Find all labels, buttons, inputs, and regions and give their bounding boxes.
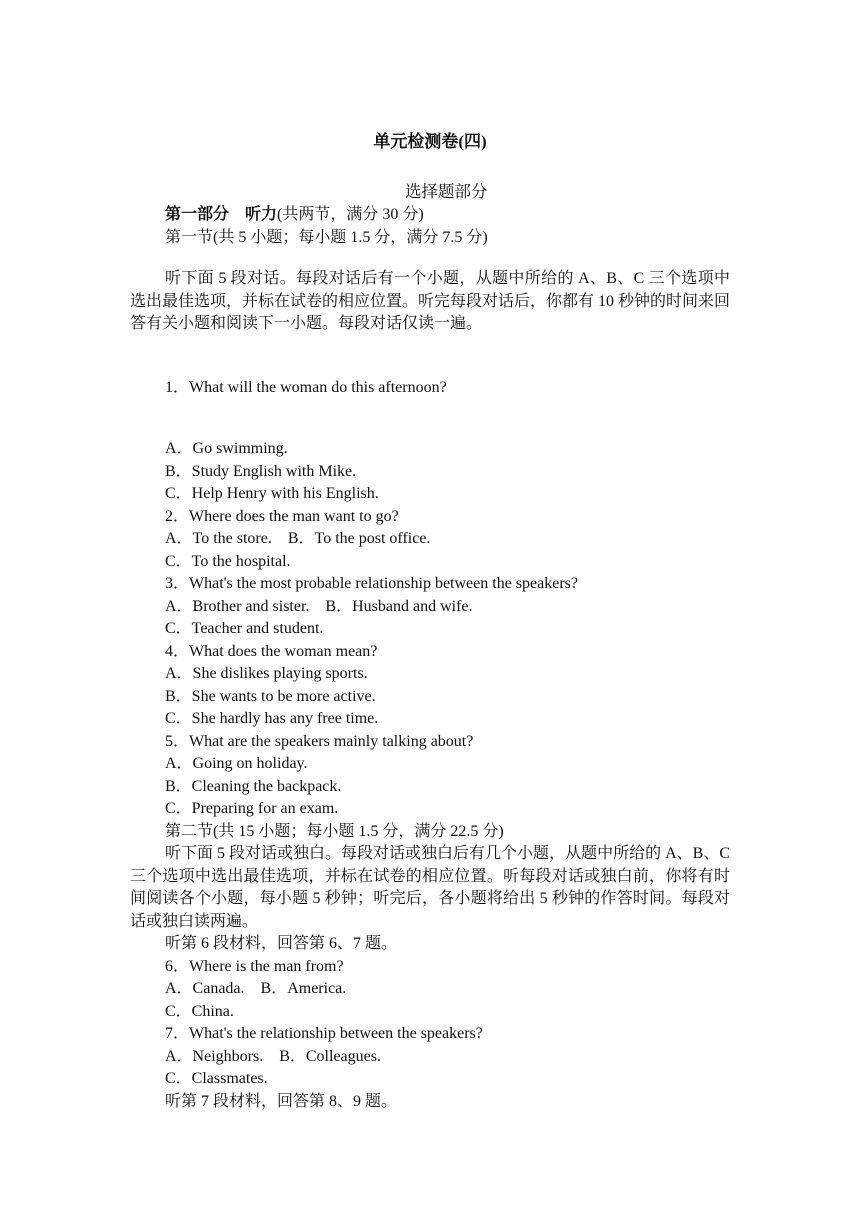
option-2ab: A．To the store. B．To the post office. <box>165 530 431 547</box>
option-6c: C．China. <box>165 1003 234 1020</box>
question-3: 3．What's the most probable relationship between the speakers? <box>165 575 578 592</box>
section1-heading: 第一节(共 5 小题；每小题 1.5 分，满分 7.5 分) <box>165 229 488 246</box>
question-5: 5．What are the speakers mainly talking about? <box>165 733 474 750</box>
option-4a: A．She dislikes playing sports. <box>165 665 368 682</box>
option-6ab: A．Canada. B．America. <box>165 980 347 997</box>
section1-instructions: 听下面 5 段对话。每段对话后有一个小题，从题中所给的 A、B、C 三个选项中选出最佳选项，并标在试卷的相应位置。听完每段对话后，你都有 10 秒钟的时间来回答有关小题和阅读下一小题。每段对话仅读一遍。 <box>130 270 731 332</box>
section2-instructions: 听下面 5 段对话或独白。每段对话或独白后有几个小题，从题中所给的 A、B、C 三个选项中选出最佳选项，并标在试卷的相应位置。听每段对话或独白前，你将有时间阅读各个小题，每小题 5 秒钟；听完后，各小题将给出 5 秒钟的作答时间。每段对话或独白读两遍。 <box>130 845 730 930</box>
option-1c: C．Help Henry with his English. <box>165 485 379 502</box>
option-4c: C．She hardly has any free time. <box>165 710 379 727</box>
part1-heading-bold: 第一部分 听力 <box>165 206 278 223</box>
section2-heading: 第二节(共 15 小题；每小题 1.5 分，满分 22.5 分) <box>165 823 504 840</box>
material-6-heading: 听第 6 段材料，回答第 6、7 题。 <box>165 935 398 952</box>
option-7c: C．Classmates. <box>165 1070 268 1087</box>
option-3ab: A．Brother and sister. B．Husband and wife. <box>165 598 473 615</box>
option-7ab: A．Neighbors. B．Colleagues. <box>165 1048 381 1065</box>
option-5b: B．Cleaning the backpack. <box>165 778 342 795</box>
section-subtitle: 选择题部分 <box>405 182 488 201</box>
page-title: 单元检测卷(四) <box>373 132 487 151</box>
question-2: 2．Where does the man want to go? <box>165 508 399 525</box>
option-2c: C．To the hospital. <box>165 553 291 570</box>
option-4b: B．She wants to be more active. <box>165 688 376 705</box>
option-1a: A．Go swimming. <box>165 440 288 457</box>
option-1b: B．Study English with Mike. <box>165 463 357 480</box>
material-7-heading: 听第 7 段材料，回答第 8、9 题。 <box>165 1093 398 1110</box>
option-5c: C．Preparing for an exam. <box>165 800 339 817</box>
question-4: 4．What does the woman mean? <box>165 643 378 660</box>
option-3c: C．Teacher and student. <box>165 620 324 637</box>
question-1: 1．What will the woman do this afternoon? <box>165 379 447 396</box>
question-6: 6．Where is the man from? <box>165 958 344 975</box>
part1-heading <box>165 204 424 226</box>
question-7: 7．What's the relationship between the speakers? <box>165 1025 483 1042</box>
part1-heading-rest: (共两节，满分 30 分) <box>277 206 424 223</box>
option-5a: A．Going on holiday. <box>165 755 308 772</box>
